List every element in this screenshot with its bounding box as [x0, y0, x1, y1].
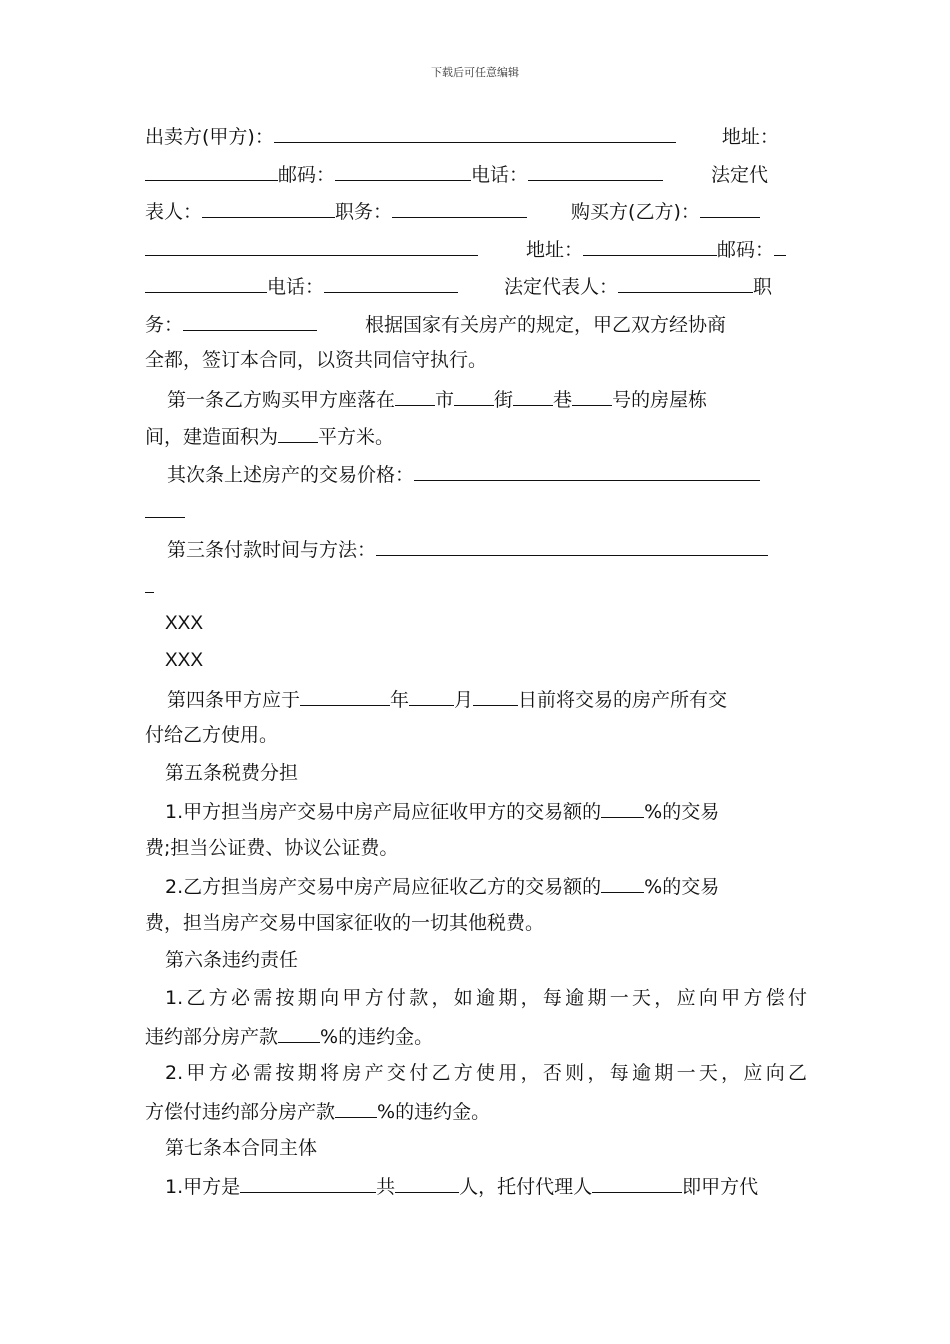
article-4-text-b: 日前将交易的房产所有交 — [518, 688, 728, 711]
street-blank — [454, 380, 494, 406]
line-preamble — [145, 342, 807, 380]
article-6-item-1-text-c: %的违约金。 — [320, 1026, 434, 1048]
seller-title-label: 职务： — [335, 201, 393, 223]
line-buyer-title — [145, 305, 807, 343]
month-label: 月 — [454, 688, 474, 711]
line-seller-zip — [145, 155, 807, 193]
people-count-blank — [395, 1167, 459, 1193]
article-6-item-2-cont — [145, 1092, 807, 1130]
article-6-item-2-text-a: 2.甲方必需按期将房产交付乙方使用，否则，每逾期一天，应向乙 — [165, 1061, 807, 1084]
article-1 — [145, 380, 807, 418]
article-2-cont — [145, 492, 807, 530]
article-6-item-2 — [145, 1055, 807, 1093]
buyer-title-label-b: 务： — [145, 313, 184, 336]
street-label: 街 — [494, 388, 514, 411]
payment-blank-b — [145, 567, 154, 593]
total-label: 共 — [376, 1176, 396, 1198]
seller-rep-label-a: 法定代 — [711, 163, 769, 186]
placeholder-line-2 — [145, 642, 807, 680]
placeholder-2: XXX — [165, 650, 204, 671]
city-label: 市 — [435, 388, 455, 411]
buyer-label: 购买方(乙方)： — [571, 201, 700, 223]
seller-title-blank — [392, 192, 527, 218]
article-1-text-b: 号的房屋栋 — [612, 388, 708, 411]
buyer-zip-blank-b — [145, 267, 267, 293]
party-a-blank — [240, 1167, 376, 1193]
article-5-item-1-text-b: %的交易 — [644, 801, 720, 823]
article-4 — [145, 680, 807, 718]
article-3 — [145, 530, 807, 568]
buyer-zip-label: 邮码： — [717, 238, 775, 261]
seller-phone-label: 电话： — [471, 163, 529, 186]
seller-address-label: 地址： — [721, 126, 779, 148]
buyer-rep-label: 法定代表人： — [504, 276, 619, 298]
seller-fee-blank — [601, 792, 644, 818]
article-5-item-2 — [145, 867, 807, 905]
article-5 — [145, 755, 807, 793]
article-3-text: 第三条付款时间与方法： — [167, 538, 377, 561]
article-5-item-1-text-c: 费;担当公证费、协议公证费。 — [145, 836, 399, 859]
year-label: 年 — [390, 688, 410, 711]
article-6-item-2-text-b: 方偿付违约部分房产款 — [145, 1101, 336, 1123]
article-1-cont — [145, 417, 807, 455]
area-blank — [278, 417, 318, 443]
article-5-item-1-cont — [145, 830, 807, 868]
article-6 — [145, 942, 807, 980]
buyer-title-blank — [183, 305, 317, 331]
agent-blank — [592, 1167, 682, 1193]
article-7-title: 第七条本合同主体 — [165, 1136, 318, 1159]
buyer-blank-b — [145, 230, 478, 256]
month-blank — [409, 680, 454, 706]
article-1-text-a: 第一条乙方购买甲方座落在 — [167, 388, 396, 411]
buyer-phone-blank — [324, 267, 458, 293]
article-6-item-1-text-b: 违约部分房产款 — [145, 1026, 279, 1048]
article-7-item-1 — [145, 1167, 807, 1205]
preamble-text-a: 根据国家有关房产的规定，甲乙双方经协商 — [365, 313, 727, 336]
article-2 — [145, 455, 807, 493]
city-blank — [395, 380, 435, 406]
article-5-item-2-text-b: %的交易 — [644, 876, 720, 898]
article-6-item-1-cont — [145, 1017, 807, 1055]
seller-zip-blank — [335, 155, 471, 181]
article-6-item-2-text-c: %的违约金。 — [377, 1101, 491, 1123]
line-buyer-phone — [145, 267, 807, 305]
article-5-item-2-text-c: 费，担当房产交易中国家征收的一切其他税费。 — [145, 911, 545, 934]
seller-label: 出卖方(甲方)： — [145, 126, 274, 148]
article-3-cont — [145, 567, 807, 605]
article-5-item-1 — [145, 792, 807, 830]
article-5-item-1-text-a: 1.甲方担当房产交易中房产局应征收甲方的交易额的 — [165, 801, 602, 823]
seller-rep-blank — [202, 192, 335, 218]
placeholder-line-1 — [145, 605, 807, 643]
buyer-zip-blank-a — [774, 230, 786, 256]
article-7-item-1-text-b: 人，托付代理人 — [459, 1176, 593, 1198]
article-4-text-a: 第四条甲方应于 — [167, 688, 301, 711]
article-1-text-c: 间，建造面积为 — [145, 426, 279, 448]
seller-rep-label-b: 表人： — [145, 201, 203, 223]
buyer-address-blank — [583, 230, 717, 256]
seller-penalty-blank — [335, 1092, 377, 1118]
lane-label: 巷 — [553, 388, 573, 411]
price-blank-b — [145, 492, 185, 518]
line-buyer-address — [145, 230, 807, 268]
contract-body — [145, 117, 807, 1205]
article-5-item-2-text-a: 2.乙方担当房产交易中房产局应征收乙方的交易额的 — [165, 876, 602, 898]
article-7-item-1-text-c: 即甲方代 — [682, 1176, 759, 1198]
buyer-phone-label: 电话： — [267, 276, 325, 298]
year-blank — [300, 680, 390, 706]
seller-blank — [274, 117, 676, 143]
article-2-text: 其次条上述房产的交易价格： — [167, 463, 415, 486]
seller-zip-label: 邮码： — [278, 163, 336, 186]
buyer-fee-blank — [601, 867, 644, 893]
buyer-penalty-blank — [278, 1017, 320, 1043]
header-note: 下载后可任意编辑 — [431, 66, 519, 79]
line-seller — [145, 117, 807, 155]
day-blank — [473, 680, 518, 706]
article-7-item-1-text-a: 1.甲方是 — [165, 1176, 241, 1198]
article-6-item-1 — [145, 980, 807, 1018]
article-5-title: 第五条税费分担 — [165, 761, 299, 784]
article-4-text-c: 付给乙方使用。 — [145, 724, 279, 746]
article-6-title: 第六条违约责任 — [165, 949, 299, 971]
buyer-address-label: 地址： — [526, 238, 584, 261]
seller-address-blank — [145, 155, 278, 181]
price-blank-a — [414, 455, 760, 481]
article-5-item-2-cont — [145, 905, 807, 943]
buyer-blank-a — [700, 192, 760, 218]
payment-blank-a — [376, 530, 768, 556]
lane-blank — [513, 380, 553, 406]
buyer-title-label-a: 职 — [753, 276, 773, 298]
article-6-item-1-text-a: 1.乙方必需按期向甲方付款，如逾期，每逾期一天，应向甲方偿付 — [165, 986, 807, 1009]
line-seller-rep — [145, 192, 807, 230]
article-4-cont — [145, 717, 807, 755]
buyer-rep-blank — [618, 267, 753, 293]
article-1-text-d: 平方米。 — [318, 426, 395, 448]
preamble-text-b: 全都，签订本合同，以资共同信守执行。 — [145, 349, 488, 371]
article-7 — [145, 1130, 807, 1168]
seller-phone-blank — [528, 155, 663, 181]
number-blank — [572, 380, 612, 406]
placeholder-1: XXX — [165, 612, 204, 634]
